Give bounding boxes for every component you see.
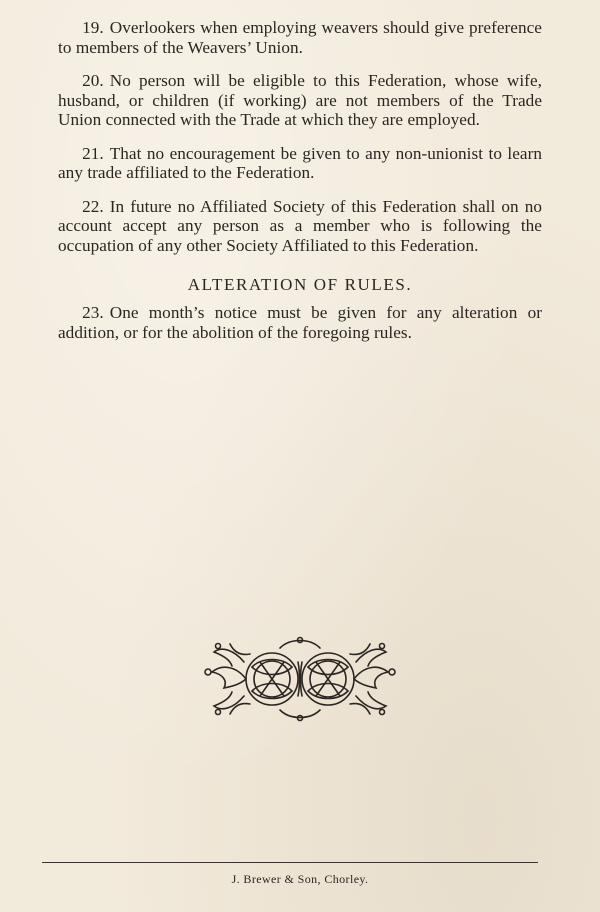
printer-credit: J. Brewer & Son, Chorley. — [231, 872, 369, 886]
rule-23 — [58, 303, 542, 342]
footer-divider — [42, 862, 538, 863]
section-heading: ALTERATION OF RULES. — [187, 275, 413, 294]
decorative-ornament-icon — [200, 632, 400, 727]
rule-text: One month’s notice must be given for any alteration or addition, or for the abolition of the foregoing rules. — [58, 303, 542, 342]
rule-number: 23. — [82, 303, 104, 322]
rule-text: No person will be eligible to this Federation, whose wife, husband, or children (if working) are not members of the Trade Union connected with the Trade at which they are employed. — [58, 71, 542, 129]
rule-number: 21. — [82, 143, 104, 163]
rule-number: 19. — [82, 18, 104, 37]
rule-21 — [58, 144, 542, 183]
rule-22 — [58, 197, 542, 256]
rules-list — [58, 18, 542, 356]
rule-19 — [58, 18, 542, 57]
rule-text: That no encouragement be given to any non-unionist to learn any trade affiliated to the Federation. — [58, 143, 542, 182]
rule-20 — [58, 71, 542, 130]
rule-text: Overlookers when employing weavers should give preference to members of the Weavers’ Union. — [58, 18, 542, 57]
rule-text: In future no Affiliated Society of this Federation shall on no account accept any person as a member who is following the occupation of any other Society Affiliated to this Federation. — [58, 196, 542, 255]
rule-number: 22. — [82, 196, 104, 216]
rule-number: 20. — [82, 71, 104, 90]
